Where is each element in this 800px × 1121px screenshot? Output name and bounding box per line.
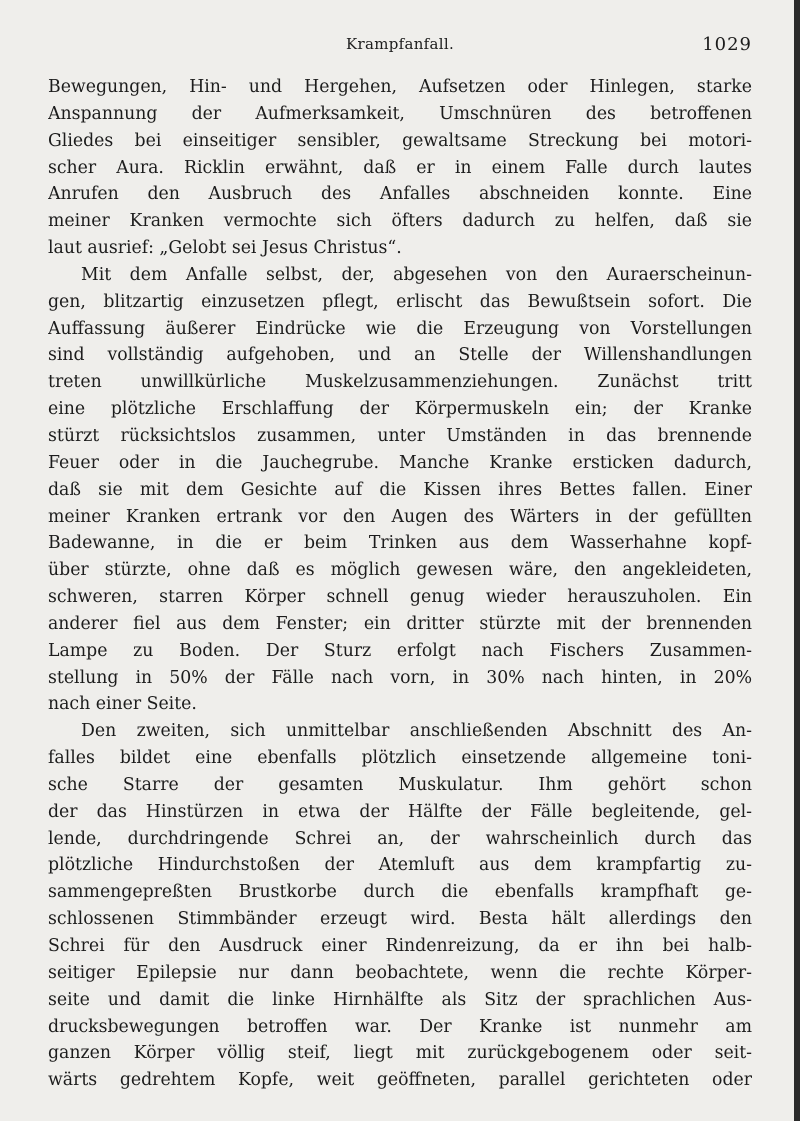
running-title: Krampfanfall. [345,35,455,53]
text-line: drucksbewegungen betroffen war. Der Kranke ist nunmehr am [48,1016,752,1037]
page-header [48,34,752,58]
text-line: Mit dem Anfalle selbst, der, abgesehen von den Auraerscheinun- [81,264,752,285]
text-line: scher Aura. Ricklin erwähnt, daß er in einem Falle durch lautes [48,157,752,178]
text-line: Bewegungen, Hin- und Hergehen, Aufsetzen oder Hinlegen, starke [48,77,752,97]
text-line: sammengepreßten Brustkorbe durch die ebenfalls krampfhaft ge- [48,882,752,903]
text-line: Auffassung äußerer Eindrücke wie die Erzeugung von Vorstellungen [48,318,752,339]
text-line: über stürzte, ohne daß es möglich gewesen wäre, den angekleideten, [48,560,752,581]
text-line: ganzen Körper völlig steif, liegt mit zurückgebogenem oder seit- [48,1043,752,1064]
text-line: seitiger Epilepsie nur dann beobachtete, wenn die rechte Körper- [48,962,752,983]
text-line: gen, blitzartig einzusetzen pflegt, erlischt das Bewußtsein sofort. Die [48,291,752,312]
text-line: der das Hinstürzen in etwa der Hälfte der Fälle begleitende, gel- [48,801,752,822]
text-line: nach einer Seite. [48,694,197,715]
text-line: Anspannung der Aufmerksamkeit, Umschnüren des betroffenen [48,103,752,124]
text-line: Gliedes bei einseitiger sensibler, gewaltsame Streckung bei motori- [48,130,752,151]
text-line: anderer fiel aus dem Fenster; ein dritter stürzte mit der brennenden [48,613,752,634]
text-line: sind vollständig aufgehoben, und an Stelle der Willenshandlungen [48,345,752,366]
text-line: meiner Kranken ertrank vor den Augen des Wärters in der gefüllten [48,506,752,527]
text-line: daß sie mit dem Gesichte auf die Kissen ihres Bettes fallen. Einer [48,479,752,500]
text-line: stürzt rücksichtslos zusammen, unter Umständen in das brennende [48,425,752,446]
text-line: stellung in 50% der Fälle nach vorn, in 30% nach hinten, in 20% [48,667,752,688]
text-line: plötzliche Hindurchstoßen der Atemluft aus dem krampfartig zu- [48,855,752,876]
text-line: treten unwillkürliche Muskelzusammenziehungen. Zunächst tritt [48,372,752,393]
text-line: lende, durchdringende Schrei an, der wahrscheinlich durch das [48,828,752,849]
text-line: meiner Kranken vermochte sich öfters dadurch zu helfen, daß sie [48,211,752,232]
text-line: schlossenen Stimmbänder erzeugt wird. Besta hält allerdings den [48,909,752,930]
text-line: falles bildet eine ebenfalls plötzlich einsetzende allgemeine toni- [48,748,752,769]
text-line: seite und damit die linke Hirnhälfte als Sitz der sprachlichen Aus- [48,989,752,1010]
text-line: Feuer oder in die Jauchegrube. Manche Kranke ersticken dadurch, [48,452,752,473]
text-line: eine plötzliche Erschlaffung der Körpermuskeln ein; der Kranke [48,399,752,420]
text-line: Den zweiten, sich unmittelbar anschließenden Abschnitt des An- [81,721,752,742]
text-line: schweren, starren Körper schnell genug wieder herauszuholen. Ein [48,587,752,608]
text-line: Lampe zu Boden. Der Sturz erfolgt nach Fischers Zusammen- [48,640,752,661]
text-line: Anrufen den Ausbruch des Anfalles abschneiden konnte. Eine [48,184,752,205]
text-line: wärts gedrehtem Kopfe, weit geöffneten, parallel gerichteten oder [48,1070,752,1091]
text-line: Badewanne, in die er beim Trinken aus dem Wasserhahne kopf- [48,533,752,554]
page-edge-shadow [794,0,800,1121]
page-number: 1029 [702,34,752,55]
text-line: Schrei für den Ausdruck einer Rindenreizung, da er ihn bei halb- [48,936,752,956]
text-line: laut ausrief: „Gelobt sei Jesus Christus“. [48,238,402,259]
text-line: sche Starre der gesamten Muskulatur. Ihm gehört schon [48,774,752,795]
body-text [48,74,752,1094]
